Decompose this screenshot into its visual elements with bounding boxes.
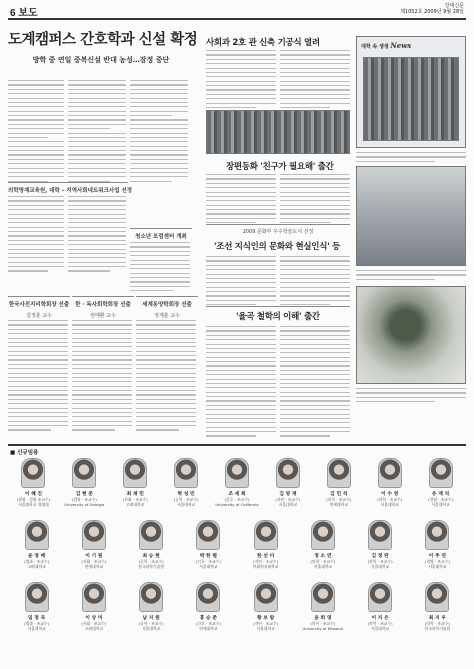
faculty-name: 이 수 영: [381, 492, 399, 497]
faculty-school: 이화여자대학교: [252, 564, 279, 569]
faculty-dept: (사회 · 조교수): [81, 559, 107, 564]
faculty-school: 서울대학교: [27, 626, 46, 631]
faculty-member: [355, 582, 405, 631]
faculty-name: 김 정 란: [371, 554, 389, 559]
faculty-member: [241, 582, 291, 631]
faculty-name: 최 재 민: [126, 492, 144, 497]
faculty-dept: (법과 · 조교수): [24, 621, 50, 626]
faculty-school: 고려대학교: [84, 626, 104, 631]
faculty-member: [298, 582, 348, 631]
faculty-photo: [368, 520, 392, 550]
faculty-photo: [327, 458, 351, 488]
faculty-name: 최 지 우: [428, 616, 446, 621]
faculty-member: [298, 520, 348, 569]
faculty-name: 이 지 은: [371, 616, 389, 621]
faculty-section-header: [8, 444, 466, 456]
right-heading-b: '조선 지식인의 문화와 현실인식' 등: [214, 242, 340, 252]
faculty-school: 연세대학교: [329, 502, 348, 507]
faculty-name: 조 세 희: [228, 492, 246, 497]
faculty-dept: (사회 · 조교수): [81, 621, 107, 626]
faculty-dept: (사회 · 조교수): [122, 497, 148, 502]
award-byline-3: 정재훈 교수: [154, 313, 180, 319]
faculty-photo: [25, 582, 49, 612]
right-heading-a: 장편동화 '친구가 필요해' 출간: [226, 162, 334, 172]
faculty-photo: [82, 582, 106, 612]
faculty-name: 남 지 원: [142, 616, 160, 621]
construction-ceremony-photo: [206, 110, 350, 154]
faculty-member: [161, 458, 211, 507]
paper-name: 강대신문: [444, 3, 464, 9]
award-byline-2: 권태환 교수: [90, 313, 116, 319]
faculty-dept: (경영 · 조교수): [424, 559, 450, 564]
faculty-photo: [72, 458, 96, 488]
faculty-school: 서울대학교 경영대: [18, 502, 49, 507]
mid-col-6: [280, 256, 350, 309]
faculty-photo: [425, 582, 449, 612]
lead-article-header: [8, 28, 198, 65]
faculty-dept: (간호 · 조교수): [224, 497, 250, 502]
mid-sub-col: [130, 242, 190, 295]
faculty-school: 서울대학교: [176, 502, 196, 507]
photo-caption-3: [356, 388, 466, 406]
faculty-dept: (자연 · 조교수): [253, 621, 279, 626]
faculty-name: 황 보 람: [257, 616, 275, 621]
faculty-name: 박 성 민: [177, 492, 195, 497]
faculty-member: [69, 520, 119, 569]
faculty-member: [412, 582, 462, 631]
faculty-member: [241, 520, 291, 569]
faculty-school: 서울대학교: [428, 564, 447, 569]
faculty-school: 한국과학기술원: [424, 626, 451, 631]
faculty-name: 김 현 준: [75, 492, 93, 497]
mid-top-col-1: [206, 50, 276, 111]
faculty-photo: [139, 520, 163, 550]
faculty-school: 서울대학교: [141, 626, 161, 631]
faculty-photo: [25, 520, 49, 550]
faculty-member: [263, 458, 313, 507]
lead-col-3: [130, 80, 188, 185]
faculty-dept: (경영 · 경영 조교수): [16, 497, 51, 502]
faculty-member: [416, 458, 466, 507]
faculty-name: 한 선 미: [257, 554, 275, 559]
faculty-member: [412, 520, 462, 569]
faculty-name: 박 한 별: [199, 554, 217, 559]
award-title-1: 한국사진지리학회장 선출: [8, 302, 70, 308]
faculty-school: 서울대학교: [278, 502, 298, 507]
faculty-photo: [368, 582, 392, 612]
faculty-dept: (자연 · 조교수): [275, 497, 301, 502]
faculty-photo: [276, 458, 300, 488]
faculty-dept: (약학 · 조교수): [367, 559, 393, 564]
faculty-school: 서울대학교: [199, 564, 218, 569]
faculty-member: [212, 458, 262, 507]
faculty-school: 고려대학교: [126, 502, 145, 507]
faculty-member: [8, 458, 58, 507]
faculty-dept: (간호 · 조교수): [195, 559, 221, 564]
award-title-3: 세계동양학회장 선출: [142, 302, 192, 308]
faculty-photo: [82, 520, 106, 550]
faculty-school: 연세대학교: [199, 626, 218, 631]
faculty-dept: (의학 · 조교수): [310, 559, 336, 564]
faculty-name: 임 정 욱: [28, 616, 46, 621]
mid-top-heading: 사회과 2호 관 신축 기공식 열려: [206, 38, 320, 48]
faculty-dept: (법과 · 조교수): [24, 559, 50, 564]
right-heading-c-block: [206, 306, 350, 307]
faculty-member: [59, 458, 109, 507]
award-byline-1: 김정훈 교수: [26, 313, 52, 319]
faculty-school: 고려대학교: [27, 564, 46, 569]
mid-sub-heading: 청소년 포럼센터 개최: [135, 234, 187, 240]
right-heading-c: '율곡 철학의 이해' 출간: [236, 312, 320, 322]
faculty-name: 김 민 석: [330, 492, 348, 497]
faculty-school: 서울대학교: [380, 502, 399, 507]
faculty-school: University of Georgia: [64, 502, 105, 507]
faculty-photo: [225, 458, 249, 488]
faculty-dept: (간호 · 조교수): [195, 621, 221, 626]
faculty-member: [365, 458, 415, 507]
faculty-member: [355, 520, 405, 569]
photo-caption-1: [356, 152, 466, 165]
faculty-name: 유 재 석: [431, 492, 450, 497]
faculty-member: [69, 582, 119, 631]
faculty-photo: [174, 458, 198, 488]
faculty-school: University of Missouri: [302, 626, 344, 631]
mid-col-8: [280, 326, 350, 440]
faculty-school: 서울대학교: [370, 564, 390, 569]
award-text-1: [8, 320, 68, 434]
lead-headline: 도계캠퍼스 간호학과 신설 확정: [8, 32, 198, 48]
award-title-2: 한 · 독사회학회장 선출: [75, 302, 131, 308]
faculty-name: 정 소 연: [314, 554, 332, 559]
faculty-dept: (약학 · 조교수): [377, 497, 403, 502]
faculty-photo: [196, 582, 220, 612]
faculty-school: 서울대학교: [370, 626, 390, 631]
faculty-dept: (경영 · 조교수): [428, 497, 454, 502]
masthead: [8, 4, 466, 20]
faculty-dept: (의학 · 조교수): [326, 497, 352, 502]
event-photo-2: [356, 166, 466, 266]
faculty-photo: [429, 458, 453, 488]
issue-date: 제1052호 2009년 9월 28일: [400, 9, 464, 15]
faculty-member: [126, 520, 176, 569]
lead-col-1: [8, 80, 64, 185]
campus-news-box: [356, 36, 466, 148]
faculty-member: [110, 458, 160, 507]
faculty-dept: (약학 · 조교수): [367, 621, 393, 626]
faculty-section-title: ■ 신규임용: [10, 450, 39, 456]
faculty-dept: (자연 · 조교수): [253, 559, 279, 564]
faculty-dept: (공학 · 조교수): [138, 621, 164, 626]
award-text-3: [136, 320, 196, 434]
left-sub-col-2: [68, 196, 126, 275]
faculty-school: 서울대학교: [313, 564, 333, 569]
faculty-name: 윤 희 영: [314, 616, 332, 621]
faculty-name: 이 기 원: [85, 554, 103, 559]
mid-col-4: [280, 174, 350, 227]
right-award-block: [206, 224, 350, 240]
mid-top-col-2: [280, 50, 350, 111]
faculty-photo: [123, 458, 147, 488]
right-award-line: 2009 문화부 우수학술도서 선정: [242, 229, 314, 235]
faculty-photo: [139, 582, 163, 612]
faculty-dept: (공학 · 조교수): [138, 559, 164, 564]
mid-col-3: [206, 174, 276, 227]
paper-info: [400, 3, 464, 15]
faculty-school: 서울대학교: [431, 502, 450, 507]
left-sub-heading: 의학영재교육원, 대학 – 지역사회네트워크사업 선정: [8, 188, 133, 194]
faculty-member: [183, 582, 233, 631]
faculty-member: [12, 520, 62, 569]
faculty-name: 이 주 연: [428, 554, 446, 559]
faculty-school: 연세대학교: [84, 564, 104, 569]
faculty-photo: [311, 582, 335, 612]
faculty-photo: [425, 520, 449, 550]
event-photo-3: [356, 286, 466, 384]
faculty-member: [126, 582, 176, 631]
faculty-photo: [311, 520, 335, 550]
faculty-school: 서울대학교: [256, 626, 275, 631]
faculty-school: University of California: [215, 502, 259, 507]
mid-col-5: [206, 256, 276, 309]
faculty-dept: (의학 · 조교수): [310, 621, 336, 626]
faculty-name: 이 상 미: [85, 616, 103, 621]
section-label: 6 보도: [10, 8, 38, 19]
faculty-photo: [378, 458, 402, 488]
faculty-photo: [254, 520, 278, 550]
award-text-2: [72, 320, 132, 434]
faculty-member: [12, 582, 62, 631]
faculty-dept: (공학 · 조교수): [173, 497, 199, 502]
photo-caption-2: [356, 270, 466, 283]
faculty-photo: [254, 582, 278, 612]
faculty-name: 윤 영 배: [28, 554, 46, 559]
faculty-name: 김 영 재: [279, 492, 297, 497]
faculty-school: 한국과학기술원: [138, 564, 164, 569]
mid-col-7: [206, 326, 276, 440]
faculty-name: 이 혜 진: [24, 492, 43, 497]
faculty-member: [314, 458, 364, 507]
faculty-name: 최 승 현: [142, 554, 160, 559]
news-logo: 대학 속 생생 News: [361, 41, 412, 50]
faculty-photo: [196, 520, 220, 550]
lead-subheadline: 방학 중 연일 중복신설 반대 농성…잠정 중단: [32, 56, 170, 64]
left-sub-col-1: [8, 196, 64, 275]
news-box-photo: [363, 57, 459, 141]
faculty-member: [183, 520, 233, 569]
lead-col-2: [68, 80, 126, 185]
faculty-photo: [21, 458, 45, 488]
faculty-name: 홍 승 준: [199, 616, 217, 621]
faculty-dept: (약학 · 조교수): [424, 621, 450, 626]
faculty-dept: (법과 · 조교수): [71, 497, 97, 502]
